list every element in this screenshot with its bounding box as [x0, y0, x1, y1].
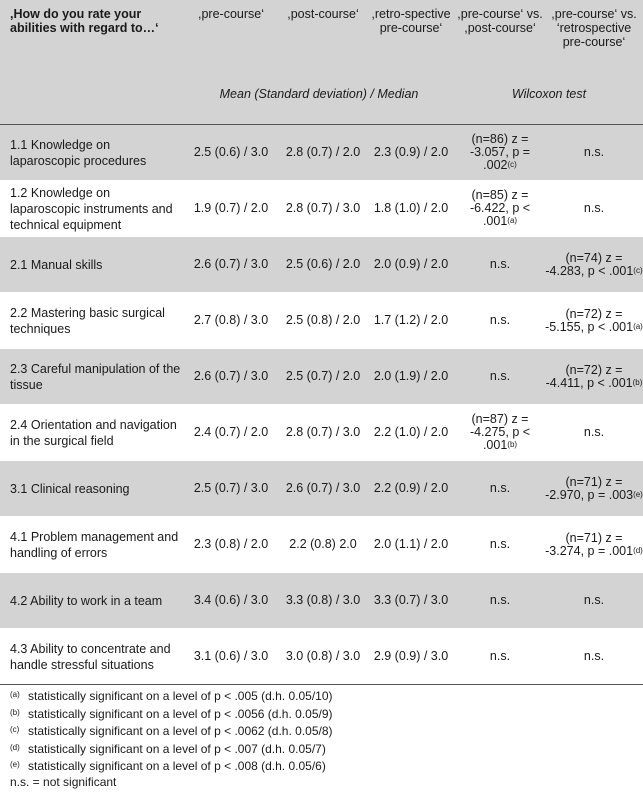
cmp2-value-cell [545, 237, 643, 293]
table-row [0, 405, 643, 461]
pre-value-cell [183, 349, 279, 405]
cmp1-value-cell [455, 629, 545, 685]
footnote-line [10, 687, 643, 705]
cmp1-value: n.s. [489, 537, 511, 551]
cmp2-value: (n=72) z = -5.155, p < .001 [545, 306, 634, 334]
table-row [0, 629, 643, 685]
pre-value-cell [183, 405, 279, 461]
footnotes [0, 685, 643, 775]
cmp2-value-cell [545, 461, 643, 517]
post-value-cell [279, 573, 367, 629]
pre-value: 2.5 (0.7) / 3.0 [193, 481, 269, 495]
post-value-cell [279, 237, 367, 293]
row-label: 4.3 Ability to concentrate and handle stressful situations [10, 641, 171, 672]
row-label: 3.1 Clinical reasoning [10, 481, 130, 496]
subheader-row [0, 85, 643, 125]
pre-value: 2.5 (0.6) / 3.0 [193, 145, 269, 159]
cmp2-value-cell [545, 573, 643, 629]
post-value: 3.3 (0.8) / 3.0 [285, 593, 361, 607]
retro-value-cell [367, 517, 455, 573]
cmp2-value: (n=71) z = -2.970, p = .003 [545, 474, 634, 502]
cmp1-value: n.s. [489, 313, 511, 327]
row-label-cell [0, 461, 183, 517]
footnote-text: statistically significant on a level of p < .007 (d.h. 0.05/7) [28, 741, 326, 756]
cmp1-value: n.s. [489, 257, 511, 271]
retro-value: 2.3 (0.9) / 2.0 [373, 145, 449, 159]
col-pre-header: ,pre-course‘ [183, 0, 279, 85]
table-row [0, 125, 643, 181]
retro-value: 2.2 (0.9) / 2.0 [373, 481, 449, 495]
ns-note: n.s. = not significant [10, 774, 117, 789]
post-value-cell [279, 349, 367, 405]
row-label: 2.1 Manual skills [10, 257, 103, 272]
retro-value: 2.9 (0.9) / 3.0 [373, 649, 449, 663]
cmp1-value-cell [455, 517, 545, 573]
retro-value: 2.0 (1.1) / 2.0 [373, 537, 449, 551]
cmp1-value-cell [455, 293, 545, 349]
footnote-text: statistically significant on a level of p < .0056 (d.h. 0.05/9) [28, 706, 333, 721]
retro-value-cell [367, 237, 455, 293]
col-post-header: ,post-course‘ [279, 0, 367, 85]
retro-value-cell [367, 349, 455, 405]
footnote-mark: (c) [10, 725, 20, 735]
table-row [0, 573, 643, 629]
cmp2-value-cell [545, 125, 643, 181]
row-label-cell [0, 293, 183, 349]
cmp2-value-footnote-mark: (b) [632, 377, 643, 387]
post-value-cell [279, 461, 367, 517]
footnote-line [10, 722, 643, 740]
cmp2-value: n.s. [583, 649, 605, 663]
footnote-mark: (e) [10, 760, 20, 770]
row-label-cell [0, 349, 183, 405]
pre-value: 2.6 (0.7) / 3.0 [193, 257, 269, 271]
cmp2-value-footnote-mark: (d) [633, 545, 643, 555]
post-value: 2.8 (0.7) / 3.0 [285, 201, 361, 215]
retro-value-cell [367, 405, 455, 461]
cmp1-value-cell [455, 573, 545, 629]
retro-value: 2.0 (1.9) / 2.0 [373, 369, 449, 383]
pre-value: 2.3 (0.8) / 2.0 [193, 537, 269, 551]
subheader-spacer [0, 85, 183, 125]
cmp1-value: n.s. [489, 369, 511, 383]
post-value-cell [279, 181, 367, 237]
cmp1-value: n.s. [489, 649, 511, 663]
retro-value: 2.0 (0.9) / 2.0 [373, 257, 449, 271]
pre-value-cell [183, 517, 279, 573]
row-label: 4.2 Ability to work in a team [10, 593, 163, 608]
cmp1-value-footnote-mark: (c) [507, 160, 517, 169]
pre-value: 2.6 (0.7) / 3.0 [193, 369, 269, 383]
cmp2-value-cell [545, 293, 643, 349]
ns-note-wrap [0, 775, 643, 791]
row-label: 2.3 Careful manipulation of the tissue [10, 361, 181, 392]
post-value-cell [279, 125, 367, 181]
cmp2-value: n.s. [583, 145, 605, 159]
cmp2-value-cell [545, 629, 643, 685]
pre-value-cell [183, 573, 279, 629]
retro-value: 3.3 (0.7) / 3.0 [373, 593, 449, 607]
footnote-line [10, 740, 643, 758]
cmp2-value-cell [545, 181, 643, 237]
retro-value: 1.8 (1.0) / 2.0 [373, 201, 449, 215]
row-label: 1.2 Knowledge on laparoscopic instruments and technical equipment [10, 185, 173, 232]
pre-value-cell [183, 293, 279, 349]
header-row [0, 0, 643, 85]
retro-value-cell [367, 461, 455, 517]
cmp2-value-footnote-mark: (c) [633, 265, 643, 275]
cmp1-value: (n=85) z = -6.422, p < .001 [469, 188, 531, 228]
cmp2-value: (n=74) z = -4.283, p < .001 [545, 250, 634, 278]
post-value: 2.8 (0.7) / 3.0 [285, 425, 361, 439]
cmp1-value: n.s. [489, 481, 511, 495]
row-label: 2.4 Orientation and navigation in the surgical field [10, 417, 177, 448]
row-label: 2.2 Mastering basic surgical techniques [10, 305, 165, 336]
post-value: 2.8 (0.7) / 2.0 [285, 145, 361, 159]
cmp1-value-cell [455, 461, 545, 517]
row-label-cell [0, 573, 183, 629]
cmp2-value: (n=71) z = -3.274, p = .001 [545, 530, 634, 558]
row-label-cell [0, 125, 183, 181]
cmp2-value: n.s. [583, 593, 605, 607]
retro-value: 2.2 (1.0) / 2.0 [373, 425, 449, 439]
row-label-cell [0, 237, 183, 293]
cmp2-value-footnote-mark: (e) [633, 489, 643, 499]
post-value: 2.5 (0.7) / 2.0 [285, 369, 361, 383]
table-row [0, 293, 643, 349]
row-label-cell [0, 181, 183, 237]
row-label: 4.1 Problem management and handling of errors [10, 529, 179, 560]
footnote-line [10, 705, 643, 723]
post-value-cell [279, 405, 367, 461]
footnote-line [10, 757, 643, 775]
pre-value: 2.4 (0.7) / 2.0 [193, 425, 269, 439]
cmp1-value-cell [455, 405, 545, 461]
post-value: 2.5 (0.8) / 2.0 [285, 313, 361, 327]
table-row [0, 461, 643, 517]
pre-value: 2.7 (0.8) / 3.0 [193, 313, 269, 327]
cmp2-value-cell [545, 517, 643, 573]
pre-value-cell [183, 237, 279, 293]
col-cmp1-header: ,pre-course‘ vs. ,post-course‘ [455, 0, 545, 85]
pre-value-cell [183, 629, 279, 685]
stats-group-header: Mean (Standard deviation) / Median [183, 85, 455, 125]
row-label-cell [0, 517, 183, 573]
cmp2-value: n.s. [583, 201, 605, 215]
row-label: 1.1 Knowledge on laparoscopic procedures [10, 137, 147, 168]
post-value-cell [279, 517, 367, 573]
cmp1-value-cell [455, 349, 545, 405]
cmp2-value-cell [545, 405, 643, 461]
post-value-cell [279, 629, 367, 685]
cmp1-value-footnote-mark: (a) [507, 216, 518, 225]
cmp1-value: (n=87) z = -4.275, p < .001 [469, 412, 531, 452]
footnote-text: statistically significant on a level of p < .0062 (d.h. 0.05/8) [28, 724, 333, 739]
retro-value-cell [367, 629, 455, 685]
post-value-cell [279, 293, 367, 349]
table-row [0, 517, 643, 573]
footnote-mark: (b) [10, 707, 20, 717]
retro-value-cell [367, 573, 455, 629]
table-body [0, 125, 643, 685]
cmp1-value: (n=86) z = -3.057, p = .002 [469, 132, 531, 172]
footnote-mark: (a) [10, 690, 20, 699]
post-value: 2.5 (0.6) / 2.0 [285, 257, 361, 271]
pre-value-cell [183, 181, 279, 237]
table-row [0, 181, 643, 237]
post-value: 2.2 (0.8) 2.0 [289, 537, 357, 551]
pre-value: 3.4 (0.6) / 3.0 [193, 593, 269, 607]
cmp1-value-cell [455, 181, 545, 237]
table-row [0, 349, 643, 405]
retro-value-cell [367, 293, 455, 349]
cmp1-value-footnote-mark: (b) [507, 440, 518, 449]
pre-value: 1.9 (0.7) / 2.0 [193, 201, 269, 215]
col-retro-header: ,retro-spective pre-course‘ [367, 0, 455, 85]
cmp1-value-cell [455, 237, 545, 293]
row-label-cell [0, 405, 183, 461]
cmp2-value-footnote-mark: (a) [633, 321, 643, 331]
footnote-mark: (d) [10, 742, 20, 752]
pre-value-cell [183, 125, 279, 181]
row-label-cell [0, 629, 183, 685]
post-value: 3.0 (0.8) / 3.0 [285, 649, 361, 663]
retro-value-cell [367, 125, 455, 181]
pre-value: 3.1 (0.6) / 3.0 [193, 649, 269, 663]
cmp1-value: n.s. [489, 593, 511, 607]
question-header: ,How do you rate your abilities with regard to…‘ [0, 0, 183, 85]
pre-value-cell [183, 461, 279, 517]
retro-value: 1.7 (1.2) / 2.0 [373, 313, 449, 327]
test-group-header: Wilcoxon test [455, 85, 643, 125]
cmp2-value-cell [545, 349, 643, 405]
col-cmp2-header: ,pre-course‘ vs. ‘retrospective pre-course‘ [545, 0, 643, 85]
footnote-text: statistically significant on a level of p < .005 (d.h. 0.05/10) [28, 689, 333, 703]
cmp2-value: (n=72) z = -4.411, p < .001 [545, 362, 633, 390]
footnote-text: statistically significant on a level of p < .008 (d.h. 0.05/6) [28, 759, 326, 774]
cmp2-value: n.s. [583, 425, 605, 439]
table-row [0, 237, 643, 293]
retro-value-cell [367, 181, 455, 237]
cmp1-value-cell [455, 125, 545, 181]
post-value: 2.6 (0.7) / 3.0 [285, 481, 361, 495]
